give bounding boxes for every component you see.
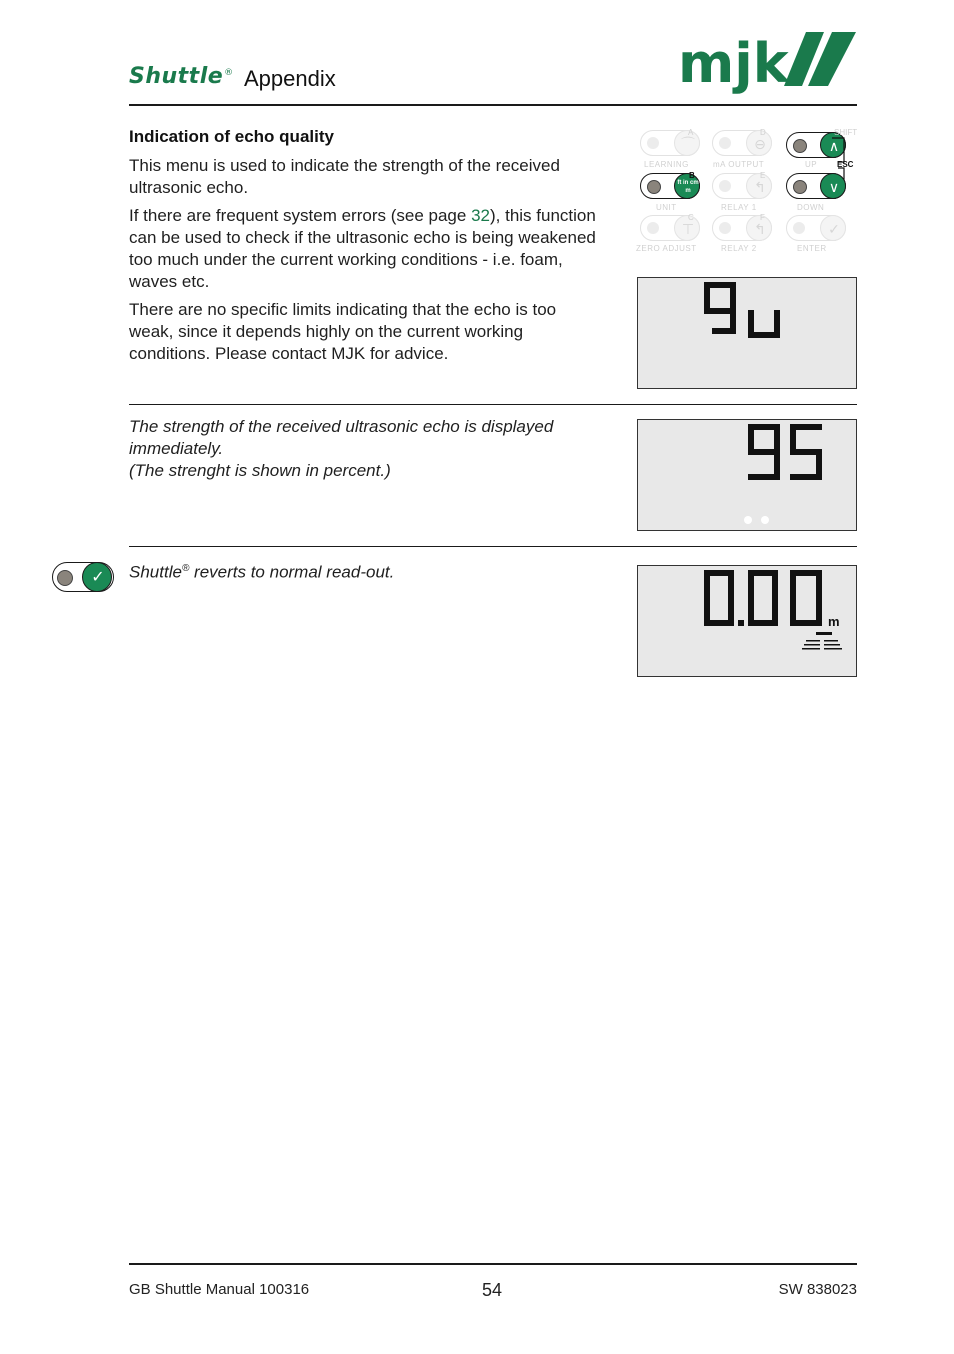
errors-text-before: If there are frequent system errors (see page [129, 206, 472, 225]
keypad [636, 128, 860, 254]
revert-text: reverts to normal read-out. [189, 562, 395, 582]
logo-text: mjk [678, 32, 789, 95]
led-indicator [793, 139, 807, 153]
enter-key-icon [52, 562, 114, 592]
key-label-down: DOWN [797, 203, 825, 212]
unit-icon: ft in cm m [677, 180, 699, 194]
errors-text-after: ), this function can be used to check if the ultrasonic echo is being weakened too much under the current working conditions - i.e. foam, waves etc. [129, 206, 596, 291]
key-letter-d: D [760, 128, 766, 137]
footer-rule [129, 1263, 857, 1265]
key-label-relay-1: RELAY 1 [721, 203, 757, 212]
zero-adjust-icon: ⊤ [681, 221, 695, 237]
brand-name [129, 64, 234, 89]
key-label-unit: UNIT [656, 203, 677, 212]
key-letter-c: C [688, 213, 694, 222]
led-indicator [793, 222, 805, 234]
led-indicator [647, 180, 661, 194]
key-letter-f: F [760, 213, 765, 222]
key-label-relay-2: RELAY 2 [721, 244, 757, 253]
relay-1-icon: ↰ [754, 179, 766, 195]
key-label-up: UP [805, 160, 818, 169]
revert-brand: Shuttle [129, 562, 182, 582]
section-heading: Indication of echo quality [129, 127, 334, 146]
key-letter-shift: SHIFT [834, 128, 858, 137]
down-key[interactable] [786, 173, 846, 199]
key-label-enter: ENTER [797, 244, 827, 253]
page-link[interactable]: 32 [471, 206, 490, 225]
header-rule [129, 104, 857, 106]
intro-paragraph: This menu is used to indicate the strength of the received ultrasonic echo. [129, 156, 560, 197]
lcd-display-echo-menu [637, 277, 857, 389]
led-indicator [719, 137, 731, 149]
lcd-display-readout [637, 565, 857, 677]
mjk-logo [678, 30, 858, 102]
revert-note [129, 558, 599, 584]
led-indicator [647, 222, 659, 234]
led-indicator [719, 222, 731, 234]
key-letter-e: E [760, 171, 766, 180]
ma-output-icon: ⊖ [754, 136, 766, 152]
lcd-segments [638, 278, 858, 390]
section-title: Appendix [244, 66, 336, 91]
key-label-zero-adjust: ZERO ADJUST [636, 244, 697, 253]
led-indicator [793, 180, 807, 194]
enter-check-icon: ✓ [91, 569, 105, 586]
echo-strength-note: The strength of the received ultrasonic echo is displayed immediately. [129, 417, 554, 458]
lcd-segments [638, 566, 858, 678]
down-arrow-icon: ∨ [828, 179, 840, 195]
footer-software-id: SW 838023 [778, 1281, 857, 1298]
lcd-segments [638, 420, 858, 532]
page-number: 54 [481, 1280, 503, 1300]
esc-label: ESC [837, 160, 854, 169]
key-letter-b: B [689, 171, 695, 180]
revert-registered-mark: ® [181, 563, 190, 574]
led-indicator [647, 137, 659, 149]
led-indicator [719, 180, 731, 192]
key-label-learning: LEARNING [644, 160, 689, 169]
relay-2-icon: ↰ [754, 221, 766, 237]
section-divider-2 [129, 546, 857, 547]
key-letter-a: A [688, 128, 694, 137]
led-indicator [57, 570, 73, 586]
enter-icon: ✓ [828, 221, 840, 237]
key-label-ma-output: mA OUTPUT [713, 160, 765, 169]
enter-key[interactable] [786, 215, 846, 241]
brand-text: Shuttle [129, 64, 224, 89]
lcd-unit: m [828, 614, 840, 629]
errors-paragraph [129, 205, 599, 293]
learning-icon: ⌒ [681, 136, 695, 152]
section-divider-1 [129, 404, 857, 405]
percent-note: (The strenght is shown in percent.) [129, 461, 391, 480]
footer-manual-id: GB Shuttle Manual 100316 [129, 1281, 310, 1298]
limits-paragraph: There are no specific limits indicating that the echo is too weak, since it depends highly on the current working conditions. Please contact MJK for advice. [129, 300, 557, 363]
up-arrow-icon: ∧ [828, 138, 840, 154]
registered-mark: ® [224, 67, 234, 78]
lcd-display-echo-value [637, 419, 857, 531]
